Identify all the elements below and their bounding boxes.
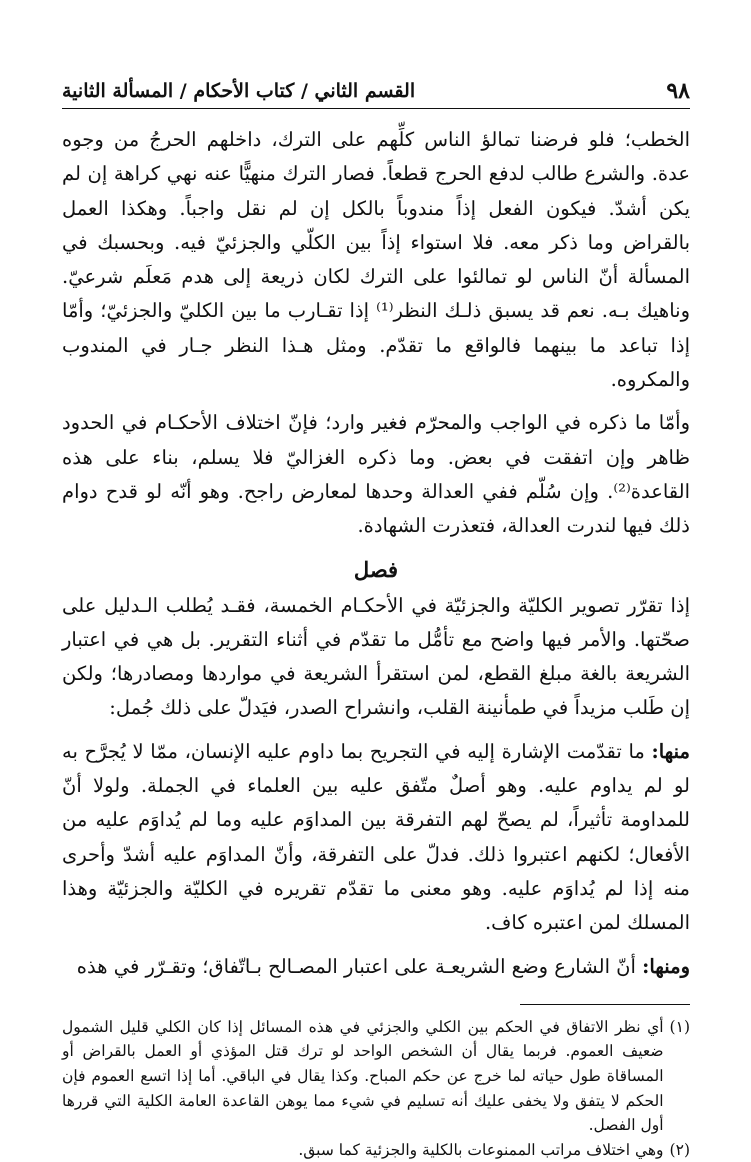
paragraph-text: إذا تقرّر تصوير الكليّة والجزئيّة في الأحكـام الخمسة، فقـد يُطلب الـدليل على صحّتها. والأمر فيها واضح مع تأمُّل ما تقدّم في أثناء التقرير. بل هي في اعتبار الشريعة بالغة مبلغ القطع، لمن استقرأ الشريعة في مواردها ومصادرها؛ ولكن إن طَلب مزيداً في طمأنينة القلب، وانشراح الصدر، فيَدلّ على ذلك جُمل: — [62, 593, 690, 720]
section-paragraph-1 — [62, 589, 690, 726]
footnote-text: وهي اختلاف مراتب الممنوعات بالكلية والجزئية كما سبق. — [298, 1140, 664, 1159]
running-title: القسم الثاني / كتاب الأحكام / المسألة الثانية — [62, 80, 416, 102]
book-page — [62, 78, 690, 1162]
footnote-separator — [520, 1004, 690, 1005]
footnote-2 — [62, 1138, 690, 1162]
footnote-text: أي نظر الاتفاق في الحكم بين الكلي والجزئي في هذه المسائل إذا كان الكلي قليل الشمول ضعيف العموم. فربما يقال أن الشخص الواحد لو ترك قتل المؤذي أو العمل بالقراض أو المساقاة طول حياته لما خرج عن حكم المباح. وكذا يقال في الباقي. أما إذا اتسع العموم فإن الحكم لا يتفق ولا يخفى عليك أنه تسليم في شيء مما يوهن القاعدة العامة الكلية التي قررها أول الفصل. — [62, 1017, 664, 1135]
paragraph-text: ما تقدّمت الإشارة إليه في التجريح بما داوم عليه الإنسان، ممّا لا يُجرَّح به لو لم يداوم عليه. وهو أصلٌ متّفق عليه بين العلماء في الجملة. ولولا أنّ للمداومة تأثيراً، لم يصحّ لهم التفرقة بين المداوَم عليه وما لم يُداوَم عليه من الأفعال؛ لكنهم اعتبروا ذلك. فدلّ على التفرقة، وأنّ المداوَم عليه أشدّ وأحرى منه إذا لم يُداوَم عليه. وهو معنى ما تقدّم تقريره في الكليّة والجزئيّة وهذا المسلك لمن اعتبره كاف. — [62, 739, 690, 935]
section-paragraph-2 — [62, 735, 690, 941]
paragraph-2 — [62, 406, 690, 543]
footnotes — [62, 1015, 690, 1162]
body-text — [62, 123, 690, 984]
paragraph-lead: ومنها: — [642, 954, 690, 978]
section-heading: فصل — [353, 556, 399, 582]
page-number: ٩٨ — [666, 78, 690, 104]
running-header — [62, 78, 690, 109]
paragraph-lead: منها: — [651, 739, 690, 763]
paragraph-1 — [62, 123, 690, 397]
paragraph-text: أنّ الشارع وضع الشريعـة على اعتبار المصـالح بـاتّفاق؛ وتقـرّر في هذه — [76, 954, 643, 978]
paragraph-text: الخطب؛ فلو فرضنا تمالؤ الناس كلِّهم على الترك، داخلهم الحرجُ من وجوه عدة. والشرع طالب لدفع الحرج قطعاً. فصار الترك منهيًّا عنه نهي كراهة إن لم يكن أشدّ. فيكون الفعل إذاً مندوباً بالكل إن لم نقل واجباً. وهكذا العمل بالقراض وما ذكر معه. فلا استواء إذاً بين الكلّي والجزئيّ فيه. وبحسبك في المسألة أنّ الناس لو تمالئوا على الترك لكان ذريعة إلى هدم مَعلَم شرعيّ. وناهيك بـه. نعم قد يسبق ذلـك النظر⁽¹⁾ إذا تقـارب ما بين الكليّ والجزئيّ؛ وأمّا إذا تباعد ما بينهما فالواقع ما تقدّم. ومثل هـذا النظر جـار في المندوب والمكروه. — [62, 128, 690, 392]
paragraph-text: وأمّا ما ذكره في الواجب والمحرّم فغير وارد؛ فإنّ اختلاف الأحكـام في الحدود ظاهر وإن اتفقت في بعض. وما ذكره الغزاليّ فلا يسلم، بناء على هذه القاعدة⁽²⁾. وإن سُلّم ففي العدالة وحدها لمعارض راجح. وهو أنّه لو قدح دوام ذلك فيها لندرت العدالة، فتعذرت الشهادة. — [62, 411, 690, 538]
section-paragraph-3 — [62, 950, 690, 984]
footnote-1 — [62, 1015, 690, 1138]
footnote-number: (٢) — [669, 1140, 690, 1159]
footnote-number: (١) — [669, 1017, 690, 1036]
